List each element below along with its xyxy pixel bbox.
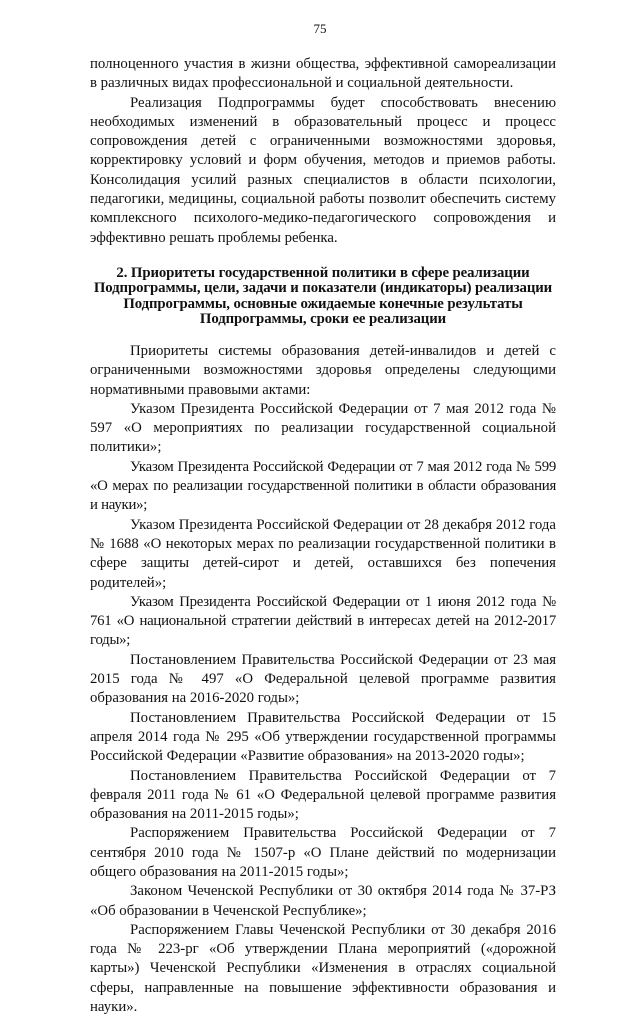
legal-act-item: Указом Президента Российской Федерации от 7 мая 2012 года № 599 «О мерах по реализации государственной политики в области образования и науки»;	[90, 458, 556, 514]
legal-act-item: Указом Президента Российской Федерации от 1 июня 2012 года № 761 «О национальной стратегии действий в интересах детей на 2012-2017 годы»;	[90, 593, 556, 649]
legal-act-item: Указом Президента Российской Федерации от 28 декабря 2012 года № 1688 «О некоторых мерах по реализации государственной политики в сфере защиты детей-сирот и детей, оставшихся без попечения родителей»;	[90, 516, 556, 591]
legal-act-item: Постановлением Правительства Российской Федерации от 15 апреля 2014 года № 295 «Об утверждении государственной программы Российской Федерации «Развитие образования» на 2013-2020 годы»;	[90, 709, 556, 765]
page-number: 75	[313, 21, 327, 36]
legal-act-item: Распоряжением Правительства Российской Федерации от 7 сентября 2010 года № 1507-р «О Плане действий по модернизации общего образования на 2011-2015 годы»;	[90, 825, 556, 880]
implementation-paragraph: Реализация Подпрограммы будет способствовать внесению необходимых изменений в образовательный процесс и процесс сопровождения детей с ограниченными возможностями здоровья, корректировку условий и форм обучения, методов и приемов работы. Консолидация усилий разных специалистов в области психологии, педагогики, медицины, социальной работы позволит обеспечить систему комплексного психолого-медико-педагогического сопровождения и эффективно решать проблемы ребенка.	[90, 94, 556, 246]
legal-act-item: Постановлением Правительства Российской Федерации от 7 февраля 2011 года № 61 «О Федеральной целевой программе развития образования на 2011-2015 годы»;	[90, 767, 556, 823]
legal-act-item: Указом Президента Российской Федерации от 7 мая 2012 года № 597 «О мероприятиях по реализации государственной социальной политики»;	[90, 400, 556, 456]
legal-act-item: Законом Чеченской Республики от 30 октября 2014 года № 37-РЗ «Об образовании в Чеченской Республике»;	[90, 883, 556, 919]
priorities-lead-paragraph: Приоритеты системы образования детей-инвалидов и детей с ограниченными возможностями здоровья определены следующими нормативными правовыми актами:	[90, 342, 556, 398]
legal-act-item: Постановлением Правительства Российской Федерации от 23 мая 2015 года № 497 «О Федеральной целевой программе развития образования на 2016-2020 годы»;	[90, 651, 556, 707]
continuation-paragraph: полноценного участия в жизни общества, эффективной самореализации в различных видах профессиональной и социальной деятельности.	[90, 56, 556, 92]
document-body	[90, 55, 556, 1017]
section-heading: 2. Приоритеты государственной политики в сфере реализации Подпрограммы, цели, задачи и показатели (индикаторы) реализации Подпрограммы, основные ожидаемые конечные результаты Подпрограммы, сроки ее реализации	[93, 264, 553, 328]
legal-act-item: Распоряжением Главы Чеченской Республики от 30 декабря 2016 года № 223-рг «Об утверждении Плана мероприятий («дорожной карты») Чеченской Республики «Изменения в отраслях социальной сферы, направленные на повышение эффективности образования и науки».	[90, 921, 556, 1016]
